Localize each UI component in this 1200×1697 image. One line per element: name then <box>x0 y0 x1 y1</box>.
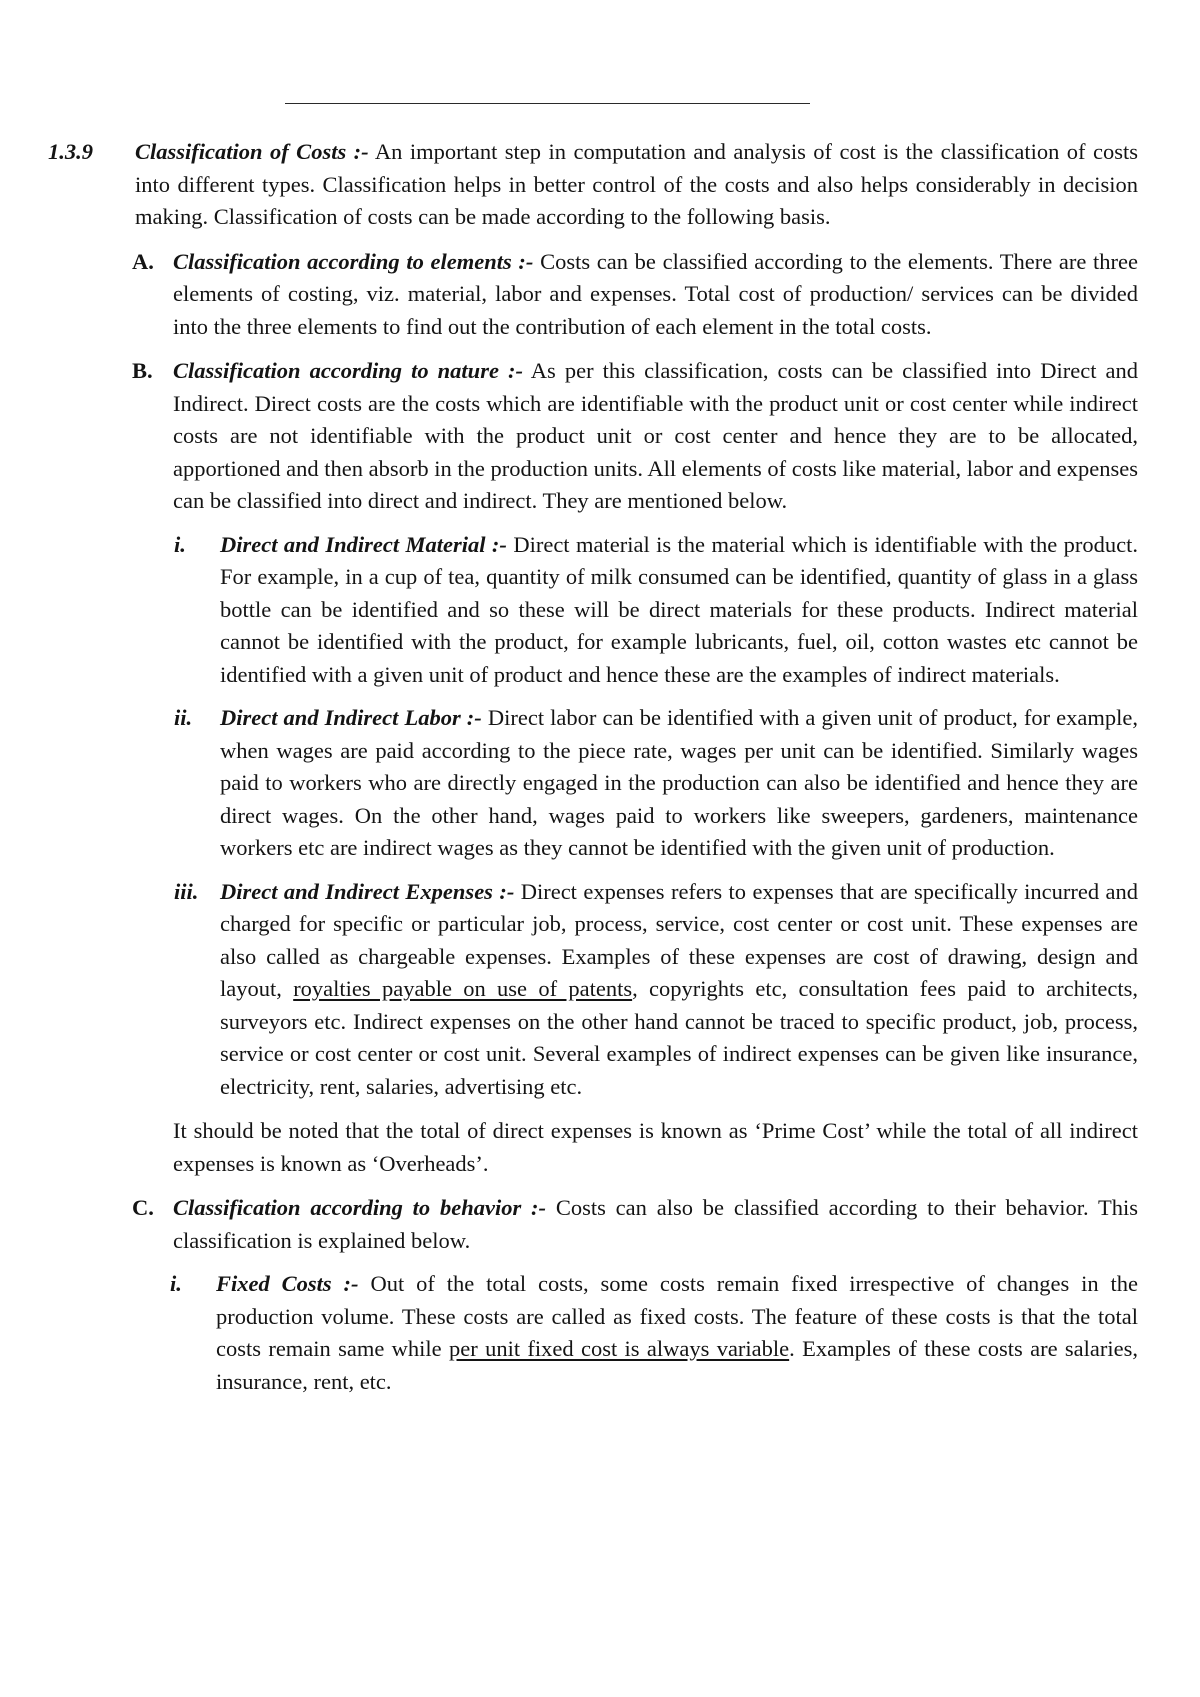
item-title: Classification according to elements :- <box>173 248 534 274</box>
subitem-text: Direct material is the material which is identifiable with the product. For example, in a cup of tea, quantity of milk consumed can be identified, quantity of glass in a glass bottle can be identified and so these will be direct materials for these products. Indirect material cannot be identified with the product, for example lubricants, fuel, oil, cotton wastes etc cannot be identified with a given unit of product and hence these are the examples of indirect materials. <box>220 531 1138 687</box>
subitem-b-i <box>174 529 1138 692</box>
subitem-marker: i. <box>170 1271 182 1296</box>
subitem-text-continued: , copyrights etc, consultation fees paid to architects, surveyors etc. Indirect expenses on the other hand cannot be traced to specific product, job, process, service or cost center or cost unit. Several examples of indirect expenses can be given like insurance, electricity, rent, salaries, advertising etc. <box>220 976 1139 1099</box>
item-paragraph <box>173 355 1138 518</box>
subitem-text: Direct expenses refers to expenses that are specifically incurred and charged for specific or particular job, process, service, cost center or cost unit. These expenses are also called as chargeable expenses. Examples of these expenses are cost of drawing, design and layout, <box>220 878 1138 1001</box>
section-heading-row <box>48 136 1138 234</box>
section-intro: An important step in computation and analysis of cost is the classification of costs into different types. Classification helps in better control of the costs and also helps considerably in decision making. Classification of costs can be made according to the following basis. <box>135 139 1138 229</box>
subitem-paragraph <box>220 702 1138 865</box>
item-paragraph <box>173 1192 1138 1257</box>
item-text: As per this classification, costs can be classified into Direct and Indirect. Direct costs are the costs which are identifiable with the product unit or cost center while indirect costs are not identifiable with the product unit or cost center and hence they are to be allocated, apportioned and then absorb in the production units. All elements of costs like material, labor and expenses can be classified into direct and indirect. They are mentioned below. <box>173 358 1138 513</box>
subitem-b-ii <box>174 702 1138 865</box>
item-text: Costs can be classified according to the elements. There are three elements of costing, viz. material, labor and expenses. Total cost of production/ services can be divided into the three elements to find out the contribution of each element in the total costs. <box>173 248 1139 339</box>
prime-cost-note: It should be noted that the total of direct expenses is known as ‘Prime Cost’ while the total of all indirect expenses is known as ‘Overheads’. <box>173 1118 1138 1176</box>
item-a <box>132 246 1138 344</box>
item-marker: A. <box>132 248 154 274</box>
section-title: Classification of Costs :- <box>135 139 369 164</box>
section-1-3-9 <box>48 136 1138 1398</box>
subitem-c-i <box>170 1268 1138 1398</box>
header-rule <box>285 103 810 104</box>
section-number: 1.3.9 <box>48 139 93 164</box>
item-marker: B. <box>132 358 153 383</box>
section-intro-paragraph <box>135 136 1138 234</box>
subitem-b-iii <box>174 876 1138 1104</box>
subitem-title: Direct and Indirect Expenses :- <box>220 878 515 904</box>
item-title: Classification according to behavior :- <box>173 1195 547 1220</box>
underlined-phrase: royalties payable on use of patents <box>293 976 633 1001</box>
subitem-title: Direct and Indirect Material :- <box>220 531 507 557</box>
subitem-paragraph <box>220 529 1138 692</box>
item-title: Classification according to nature :- <box>173 358 523 383</box>
item-text: Costs can also be classified according to their behavior. This classification is explained below. <box>173 1195 1139 1253</box>
subitem-title: Direct and Indirect Labor :- <box>220 705 482 730</box>
item-b <box>132 355 1138 518</box>
subitem-title: Fixed Costs :- <box>216 1271 359 1296</box>
item-c <box>132 1192 1138 1257</box>
underlined-phrase: per unit fixed cost is always variable <box>449 1336 790 1361</box>
subitem-marker: iii. <box>174 878 199 904</box>
subitem-marker: i. <box>174 531 186 557</box>
item-paragraph <box>173 246 1138 344</box>
subitem-marker: ii. <box>174 705 193 730</box>
subitem-text: Out of the total costs, some costs remain fixed irrespective of changes in the production volume. These costs are called as fixed costs. The feature of these costs is that the total costs remain same while <box>216 1271 1138 1361</box>
subitem-text: Direct labor can be identified with a given unit of product, for example, when wages are paid according to the piece rate, wages per unit can be identified. Similarly wages paid to workers who are directly engaged in the production can also be identified and hence they are direct wages. On the other hand, wages paid to workers like sweepers, gardeners, maintenance workers etc are indirect wages as they cannot be identified with the given unit of production. <box>220 705 1139 860</box>
subitem-paragraph <box>220 876 1138 1104</box>
subitem-text-continued: . Examples of these costs are salaries, insurance, rent, etc. <box>216 1336 1139 1394</box>
subitem-paragraph <box>216 1268 1138 1398</box>
item-marker: C. <box>132 1195 154 1220</box>
